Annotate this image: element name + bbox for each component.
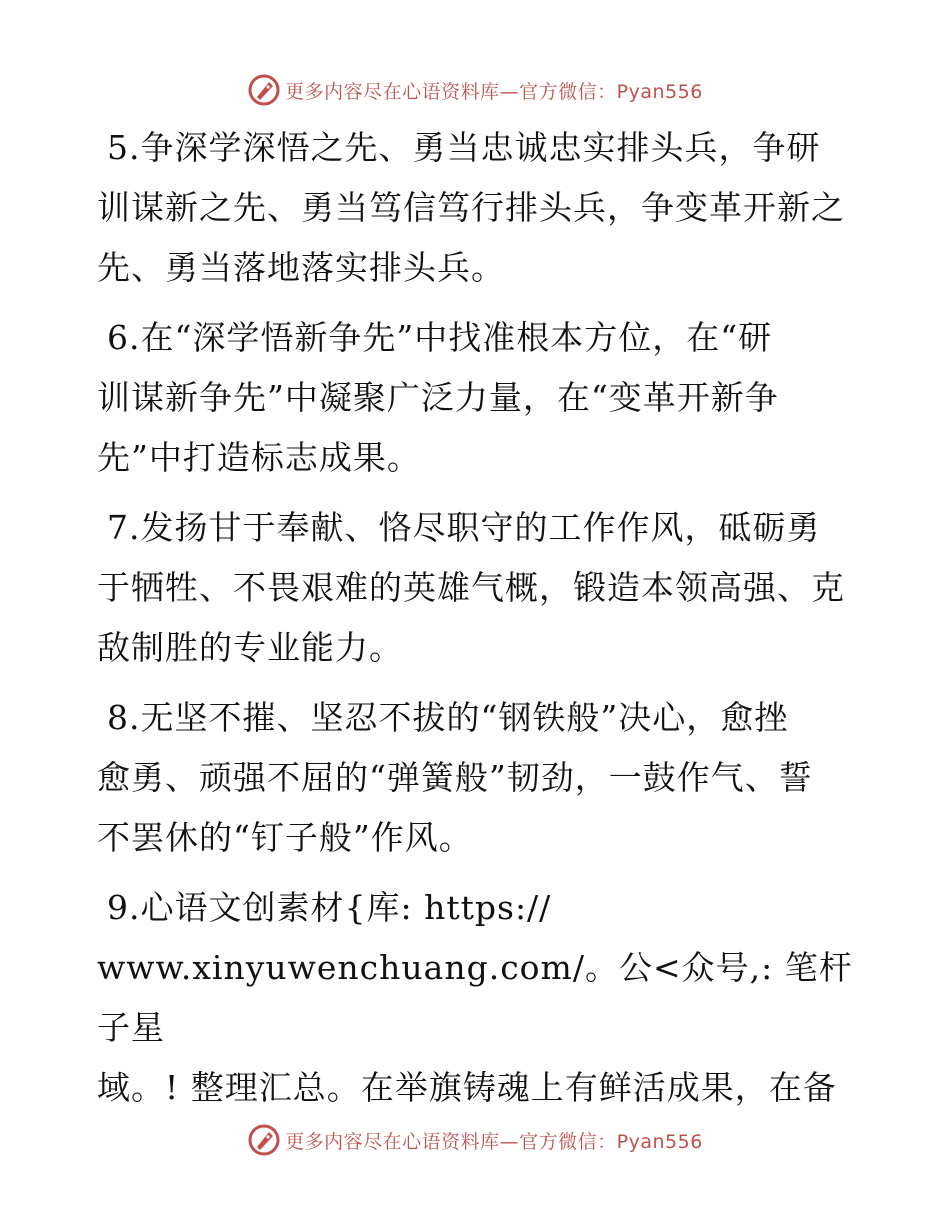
paragraph-line: 愈勇、顽强不屈的“弹簧般”韧劲，一鼓作气、誓 [97, 758, 813, 797]
paragraph-line: 发扬甘于奉献、恪尽职守的工作作风，砥砺勇 [140, 508, 821, 547]
paragraph-number: 6. [107, 318, 141, 357]
paragraph-line: www.xinyuwenchuang.com/。公<众号,: 笔杆子星 [97, 948, 853, 1047]
paragraph-line: 训谋新争先”中凝聚广泛力量，在“变革开新争 [97, 378, 779, 417]
paragraph-line: 无坚不摧、坚忍不拔的“钢铁般”决心，愈挫 [140, 698, 789, 737]
paragraph-line: 敌制胜的专业能力。 [97, 628, 403, 667]
paragraph-7 [97, 498, 857, 678]
paragraph-9 [97, 878, 857, 1118]
paragraph-5 [97, 118, 857, 298]
paragraph-number: 8. [107, 698, 141, 737]
footer-banner [0, 1120, 950, 1160]
pen-nib-icon [247, 1123, 281, 1157]
header-banner [0, 70, 950, 110]
paragraph-line: 不罢休的“钉子般”作风。 [97, 818, 473, 857]
paragraph-8 [97, 688, 857, 868]
footer-banner-text: 更多内容尽在心语资料库—官方微信：Pyan556 [285, 1130, 703, 1153]
paragraph-line: 域。! 整理汇总。在举旗铸魂上有鲜活成果，在备 [97, 1068, 837, 1107]
paragraph-number: 5. [107, 128, 141, 167]
pen-nib-icon [247, 73, 281, 107]
paragraph-line: 训谋新之先、勇当笃信笃行排头兵，争变革开新之 [97, 188, 845, 227]
paragraph-line: 先、勇当落地落实排头兵。 [97, 248, 505, 287]
document-body [97, 118, 857, 1128]
paragraph-line: 在“深学悟新争先”中找准根本方位，在“研 [140, 318, 773, 357]
header-banner-text: 更多内容尽在心语资料库—官方微信：Pyan556 [285, 80, 703, 103]
paragraph-line: 于牺牲、不畏艰难的英雄气概，锻造本领高强、克 [97, 568, 845, 607]
paragraph-number: 9. [107, 888, 141, 927]
paragraph-line: 先”中打造标志成果。 [97, 438, 421, 477]
paragraph-line: 争深学深悟之先、勇当忠诚忠实排头兵，争研 [140, 128, 821, 167]
paragraph-number: 7. [107, 508, 141, 547]
paragraph-line: 心语文创素材{库: https:// [140, 888, 552, 927]
paragraph-6 [97, 308, 857, 488]
